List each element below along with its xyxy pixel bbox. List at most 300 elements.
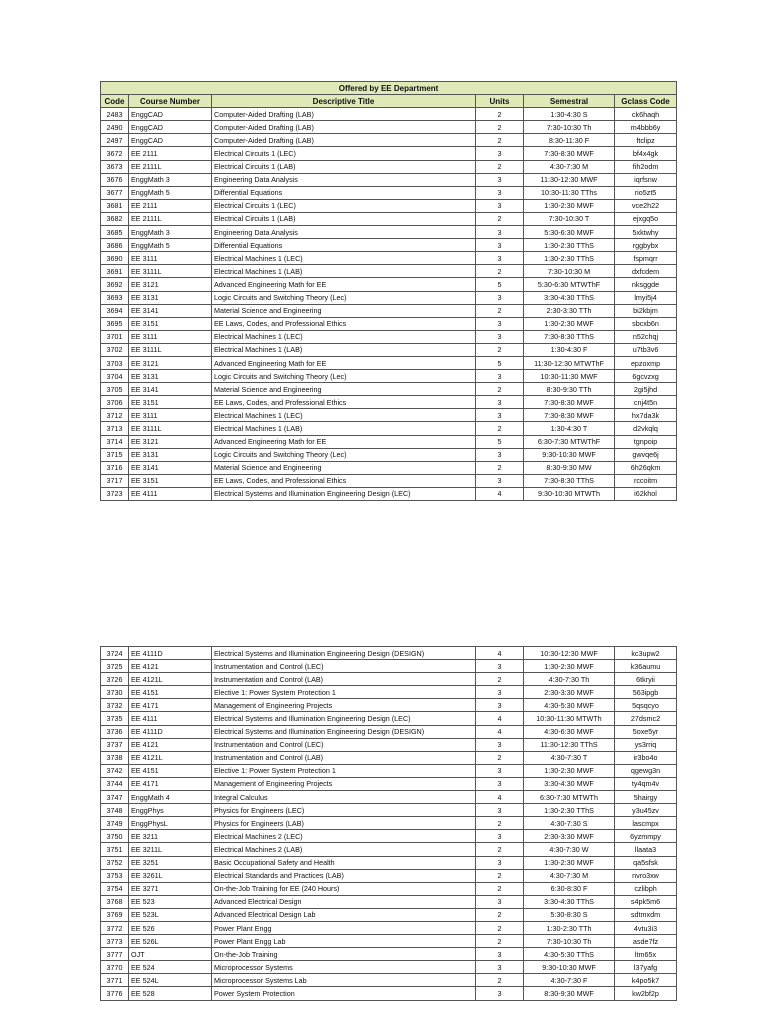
table-row bbox=[101, 869, 677, 882]
gclass-code-cell: rggbybx bbox=[615, 239, 677, 252]
table-row bbox=[101, 226, 677, 239]
title-cell: Management of Engineering Projects bbox=[212, 777, 476, 790]
title-cell: Electrical Circuits 1 (LAB) bbox=[212, 212, 476, 225]
units-cell: 4 bbox=[476, 647, 524, 660]
title-cell: Electrical Machines 1 (LAB) bbox=[212, 422, 476, 435]
schedule-table-top bbox=[100, 81, 677, 501]
code-cell: 3768 bbox=[101, 895, 129, 908]
course-number-cell: EnggMath 5 bbox=[129, 186, 212, 199]
semestral-cell: 1:30-2:30 TTh bbox=[524, 921, 615, 934]
course-number-cell: EE 3141 bbox=[129, 304, 212, 317]
table-row bbox=[101, 948, 677, 961]
title-cell: Electrical Circuits 1 (LEC) bbox=[212, 147, 476, 160]
code-cell: 3682 bbox=[101, 212, 129, 225]
gclass-code-cell: 2gi5jhd bbox=[615, 383, 677, 396]
code-cell: 3776 bbox=[101, 987, 129, 1000]
title-cell: EE Laws, Codes, and Professional Ethics bbox=[212, 474, 476, 487]
table-row bbox=[101, 108, 677, 121]
title-cell: Electrical Machines 1 (LAB) bbox=[212, 343, 476, 356]
gclass-code-cell: 27dsmc2 bbox=[615, 712, 677, 725]
units-cell: 2 bbox=[476, 843, 524, 856]
table-row bbox=[101, 817, 677, 830]
header-semestral: Semestral bbox=[524, 95, 615, 108]
course-number-cell: EE 3141 bbox=[129, 461, 212, 474]
gclass-code-cell: 5xktwhy bbox=[615, 226, 677, 239]
units-cell: 4 bbox=[476, 725, 524, 738]
units-cell: 2 bbox=[476, 882, 524, 895]
semestral-cell: 4:30-7:30 T bbox=[524, 751, 615, 764]
table-row bbox=[101, 987, 677, 1000]
table-row bbox=[101, 660, 677, 673]
title-cell: Material Science and Engineering bbox=[212, 383, 476, 396]
code-cell: 3681 bbox=[101, 199, 129, 212]
title-cell: Electrical Machines 2 (LAB) bbox=[212, 843, 476, 856]
title-cell: Management of Engineering Projects bbox=[212, 699, 476, 712]
semestral-cell: 4:30-5:30 MWF bbox=[524, 699, 615, 712]
code-cell: 3770 bbox=[101, 961, 129, 974]
table-row bbox=[101, 843, 677, 856]
code-cell: 3691 bbox=[101, 265, 129, 278]
course-number-cell: EE 3111L bbox=[129, 422, 212, 435]
units-cell: 3 bbox=[476, 199, 524, 212]
semestral-cell: 7:30-8:30 MWF bbox=[524, 147, 615, 160]
semestral-cell: 4:30-7:30 M bbox=[524, 869, 615, 882]
gclass-code-cell: tgnpoip bbox=[615, 435, 677, 448]
title-cell: Computer-Aided Drafting (LAB) bbox=[212, 121, 476, 134]
gclass-code-cell: l37yafg bbox=[615, 961, 677, 974]
semestral-cell: 1:30-2:30 TThS bbox=[524, 252, 615, 265]
code-cell: 3748 bbox=[101, 804, 129, 817]
table-row bbox=[101, 409, 677, 422]
code-cell: 3750 bbox=[101, 830, 129, 843]
course-number-cell: EE 3121 bbox=[129, 435, 212, 448]
gclass-code-cell: 4vtu3i3 bbox=[615, 921, 677, 934]
table-row bbox=[101, 134, 677, 147]
semestral-cell: 8:30-9:30 MW bbox=[524, 461, 615, 474]
course-number-cell: EE 528 bbox=[129, 987, 212, 1000]
title-cell: Material Science and Engineering bbox=[212, 304, 476, 317]
gclass-code-cell: qgewg3n bbox=[615, 764, 677, 777]
code-cell: 3753 bbox=[101, 869, 129, 882]
gclass-code-cell: nvro3xw bbox=[615, 869, 677, 882]
semestral-cell: 7:30-10:30 Th bbox=[524, 121, 615, 134]
table-row bbox=[101, 895, 677, 908]
code-cell: 3676 bbox=[101, 173, 129, 186]
gclass-code-cell: k4po5k7 bbox=[615, 974, 677, 987]
semestral-cell: 4:30-5:30 TThS bbox=[524, 948, 615, 961]
units-cell: 2 bbox=[476, 422, 524, 435]
course-number-cell: EE 3151 bbox=[129, 474, 212, 487]
semestral-cell: 1:30-2:30 TThS bbox=[524, 804, 615, 817]
units-cell: 4 bbox=[476, 712, 524, 725]
gclass-code-cell: ty4qm4v bbox=[615, 777, 677, 790]
course-number-cell: EE 523L bbox=[129, 908, 212, 921]
title-cell: Power System Protection bbox=[212, 987, 476, 1000]
units-cell: 2 bbox=[476, 212, 524, 225]
course-number-cell: EE 3131 bbox=[129, 291, 212, 304]
course-number-cell: EnggMath 3 bbox=[129, 226, 212, 239]
gclass-code-cell: dxfcdem bbox=[615, 265, 677, 278]
title-cell: Advanced Engineering Math for EE bbox=[212, 356, 476, 369]
course-number-cell: EE 3141 bbox=[129, 383, 212, 396]
title-cell: Logic Circuits and Switching Theory (Lec) bbox=[212, 448, 476, 461]
title-cell: Power Plant Engg Lab bbox=[212, 935, 476, 948]
course-number-cell: EE 4171 bbox=[129, 699, 212, 712]
course-number-cell: EnggPhysL bbox=[129, 817, 212, 830]
table-row bbox=[101, 935, 677, 948]
course-number-cell: EE 4121L bbox=[129, 751, 212, 764]
code-cell: 3751 bbox=[101, 843, 129, 856]
course-number-cell: EE 4111 bbox=[129, 712, 212, 725]
title-cell: Electrical Systems and Illumination Engineering Design (LEC) bbox=[212, 487, 476, 500]
units-cell: 5 bbox=[476, 356, 524, 369]
code-cell: 3771 bbox=[101, 974, 129, 987]
table-row bbox=[101, 712, 677, 725]
title-cell: Power Plant Engg bbox=[212, 921, 476, 934]
units-cell: 3 bbox=[476, 370, 524, 383]
units-cell: 3 bbox=[476, 895, 524, 908]
title-cell: Electrical Circuits 1 (LAB) bbox=[212, 160, 476, 173]
course-number-cell: EE 3111L bbox=[129, 265, 212, 278]
course-number-cell: EE 4151 bbox=[129, 764, 212, 777]
code-cell: 3714 bbox=[101, 435, 129, 448]
gclass-code-cell: czlibph bbox=[615, 882, 677, 895]
table-row bbox=[101, 974, 677, 987]
course-number-cell: EE 524L bbox=[129, 974, 212, 987]
course-number-cell: EE 3111 bbox=[129, 409, 212, 422]
gclass-code-cell: ftclipz bbox=[615, 134, 677, 147]
semestral-cell: 1:30-2:30 MWF bbox=[524, 317, 615, 330]
course-number-cell: EE 4121 bbox=[129, 738, 212, 751]
code-cell: 3712 bbox=[101, 409, 129, 422]
table-row bbox=[101, 738, 677, 751]
table-row bbox=[101, 239, 677, 252]
gclass-code-cell: ir3bo4o bbox=[615, 751, 677, 764]
gclass-code-cell: rccoitm bbox=[615, 474, 677, 487]
semestral-cell: 4:30-7:30 Th bbox=[524, 673, 615, 686]
course-number-cell: EE 3251 bbox=[129, 856, 212, 869]
code-cell: 3677 bbox=[101, 186, 129, 199]
table-row bbox=[101, 370, 677, 383]
gclass-code-cell: rio5zt5 bbox=[615, 186, 677, 199]
course-number-cell: EE 3151 bbox=[129, 396, 212, 409]
gclass-code-cell: 6yzmmpy bbox=[615, 830, 677, 843]
semestral-cell: 5:30-6:30 MWF bbox=[524, 226, 615, 239]
units-cell: 3 bbox=[476, 409, 524, 422]
title-cell: Electrical Circuits 1 (LEC) bbox=[212, 199, 476, 212]
code-cell: 3716 bbox=[101, 461, 129, 474]
units-cell: 2 bbox=[476, 974, 524, 987]
semestral-cell: 4:30-7:30 S bbox=[524, 817, 615, 830]
units-cell: 2 bbox=[476, 343, 524, 356]
header-gclass-code: Gclass Code bbox=[615, 95, 677, 108]
units-cell: 4 bbox=[476, 487, 524, 500]
course-number-cell: EE 524 bbox=[129, 961, 212, 974]
title-cell: Computer-Aided Drafting (LAB) bbox=[212, 108, 476, 121]
title-cell: Microprocessor Systems bbox=[212, 961, 476, 974]
course-number-cell: EE 3131 bbox=[129, 370, 212, 383]
units-cell: 3 bbox=[476, 961, 524, 974]
semestral-cell: 8:30-11:30 F bbox=[524, 134, 615, 147]
title-cell: Instrumentation and Control (LEC) bbox=[212, 660, 476, 673]
title-cell: Elective 1: Power System Protection 1 bbox=[212, 686, 476, 699]
code-cell: 3744 bbox=[101, 777, 129, 790]
gclass-code-cell: kw2bf2p bbox=[615, 987, 677, 1000]
semestral-cell: 11:30-12:30 MWF bbox=[524, 173, 615, 186]
title-cell: Logic Circuits and Switching Theory (Lec) bbox=[212, 370, 476, 383]
course-number-cell: EE 4121 bbox=[129, 660, 212, 673]
gclass-code-cell: ck6haqh bbox=[615, 108, 677, 121]
units-cell: 3 bbox=[476, 330, 524, 343]
table-row bbox=[101, 961, 677, 974]
gclass-code-cell: sbcxb6n bbox=[615, 317, 677, 330]
gclass-code-cell: vce2h22 bbox=[615, 199, 677, 212]
code-cell: 3692 bbox=[101, 278, 129, 291]
title-cell: Advanced Engineering Math for EE bbox=[212, 435, 476, 448]
units-cell: 2 bbox=[476, 908, 524, 921]
table-row bbox=[101, 173, 677, 186]
gclass-code-cell: lascmpx bbox=[615, 817, 677, 830]
title-cell: Electrical Systems and Illumination Engineering Design (LEC) bbox=[212, 712, 476, 725]
header-code: Code bbox=[101, 95, 129, 108]
title-cell: Instrumentation and Control (LEC) bbox=[212, 738, 476, 751]
units-cell: 2 bbox=[476, 134, 524, 147]
code-cell: 3706 bbox=[101, 396, 129, 409]
code-cell: 3742 bbox=[101, 764, 129, 777]
table-row bbox=[101, 830, 677, 843]
semestral-cell: 3:30-4:30 TThS bbox=[524, 291, 615, 304]
code-cell: 3672 bbox=[101, 147, 129, 160]
code-cell: 3726 bbox=[101, 673, 129, 686]
course-number-cell: EE 3261L bbox=[129, 869, 212, 882]
semestral-cell: 7:30-10:30 M bbox=[524, 265, 615, 278]
table-row bbox=[101, 265, 677, 278]
course-number-cell: EE 3111 bbox=[129, 252, 212, 265]
table-row bbox=[101, 699, 677, 712]
table-row bbox=[101, 317, 677, 330]
code-cell: 3737 bbox=[101, 738, 129, 751]
code-cell: 3694 bbox=[101, 304, 129, 317]
course-number-cell: EE 3271 bbox=[129, 882, 212, 895]
units-cell: 3 bbox=[476, 804, 524, 817]
gclass-code-cell: 6h26qkm bbox=[615, 461, 677, 474]
code-cell: 3773 bbox=[101, 935, 129, 948]
title-cell: Electrical Systems and Illumination Engineering Design (DESIGN) bbox=[212, 725, 476, 738]
semestral-cell: 3:30-4:30 MWF bbox=[524, 777, 615, 790]
table-banner: Offered by EE Department bbox=[101, 82, 677, 95]
semestral-cell: 7:30-8:30 MWF bbox=[524, 409, 615, 422]
semestral-cell: 9:30-10:30 MTWTh bbox=[524, 487, 615, 500]
gclass-code-cell: cnj4t5n bbox=[615, 396, 677, 409]
units-cell: 2 bbox=[476, 461, 524, 474]
gclass-code-cell: fih2odm bbox=[615, 160, 677, 173]
code-cell: 3772 bbox=[101, 921, 129, 934]
semestral-cell: 1:30-4:30 T bbox=[524, 422, 615, 435]
course-number-cell: EE 4111D bbox=[129, 725, 212, 738]
title-cell: Instrumentation and Control (LAB) bbox=[212, 751, 476, 764]
course-number-cell: EE 526 bbox=[129, 921, 212, 934]
code-cell: 3752 bbox=[101, 856, 129, 869]
course-number-cell: EE 3151 bbox=[129, 317, 212, 330]
semestral-cell: 5:30-8:30 S bbox=[524, 908, 615, 921]
semestral-cell: 6:30-7:30 MTWTh bbox=[524, 791, 615, 804]
gclass-code-cell: fspmqrr bbox=[615, 252, 677, 265]
gclass-code-cell: iqrfsnw bbox=[615, 173, 677, 186]
title-cell: Computer-Aided Drafting (LAB) bbox=[212, 134, 476, 147]
units-cell: 3 bbox=[476, 660, 524, 673]
code-cell: 3736 bbox=[101, 725, 129, 738]
code-cell: 3713 bbox=[101, 422, 129, 435]
table-row bbox=[101, 791, 677, 804]
code-cell: 3685 bbox=[101, 226, 129, 239]
semestral-cell: 1:30-2:30 MWF bbox=[524, 199, 615, 212]
gclass-code-cell: sdtmxdm bbox=[615, 908, 677, 921]
table-row bbox=[101, 147, 677, 160]
title-cell: Engineering Data Analysis bbox=[212, 173, 476, 186]
title-cell: Physics for Engineers (LEC) bbox=[212, 804, 476, 817]
code-cell: 3754 bbox=[101, 882, 129, 895]
units-cell: 3 bbox=[476, 699, 524, 712]
units-cell: 3 bbox=[476, 291, 524, 304]
table-row bbox=[101, 856, 677, 869]
semestral-cell: 2:30-3:30 MWF bbox=[524, 830, 615, 843]
units-cell: 3 bbox=[476, 147, 524, 160]
table-row bbox=[101, 160, 677, 173]
semestral-cell: 9:30-10:30 MWF bbox=[524, 961, 615, 974]
gclass-code-cell: asde7fz bbox=[615, 935, 677, 948]
course-number-cell: EE 3211 bbox=[129, 830, 212, 843]
course-number-cell: OJT bbox=[129, 948, 212, 961]
units-cell: 3 bbox=[476, 252, 524, 265]
semestral-cell: 4:30-6:30 MWF bbox=[524, 725, 615, 738]
code-cell: 3735 bbox=[101, 712, 129, 725]
title-cell: EE Laws, Codes, and Professional Ethics bbox=[212, 396, 476, 409]
semestral-cell: 2:30-3:30 MWF bbox=[524, 686, 615, 699]
course-number-cell: EnggPhys bbox=[129, 804, 212, 817]
course-number-cell: EE 3131 bbox=[129, 448, 212, 461]
semestral-cell: 6:30-8:30 F bbox=[524, 882, 615, 895]
units-cell: 3 bbox=[476, 686, 524, 699]
title-cell: Advanced Electrical Design Lab bbox=[212, 908, 476, 921]
header-course-number: Course Number bbox=[129, 95, 212, 108]
course-number-cell: EE 3211L bbox=[129, 843, 212, 856]
title-cell: Microprocessor Systems Lab bbox=[212, 974, 476, 987]
semestral-cell: 7:30-8:30 MWF bbox=[524, 396, 615, 409]
title-cell: Advanced Engineering Math for EE bbox=[212, 278, 476, 291]
title-cell: Elective 1: Power System Protection 1 bbox=[212, 764, 476, 777]
semestral-cell: 10:30-11:30 TThs bbox=[524, 186, 615, 199]
title-cell: On-the-Job Training for EE (240 Hours) bbox=[212, 882, 476, 895]
table-row bbox=[101, 804, 677, 817]
table-row bbox=[101, 291, 677, 304]
title-cell: Electrical Systems and Illumination Engineering Design (DESIGN) bbox=[212, 647, 476, 660]
course-number-cell: EE 2111L bbox=[129, 160, 212, 173]
code-cell: 3715 bbox=[101, 448, 129, 461]
semestral-cell: 7:30-10:30 Th bbox=[524, 935, 615, 948]
gclass-code-cell: 5oxe5yr bbox=[615, 725, 677, 738]
gclass-code-cell: hx7da3k bbox=[615, 409, 677, 422]
units-cell: 3 bbox=[476, 396, 524, 409]
table-row bbox=[101, 186, 677, 199]
table-row bbox=[101, 921, 677, 934]
table-row bbox=[101, 383, 677, 396]
code-cell: 3701 bbox=[101, 330, 129, 343]
title-cell: Basic Occupational Safety and Health bbox=[212, 856, 476, 869]
title-cell: Differential Equations bbox=[212, 239, 476, 252]
semestral-cell: 8:30-9:30 TTh bbox=[524, 383, 615, 396]
code-cell: 2497 bbox=[101, 134, 129, 147]
title-cell: Differential Equations bbox=[212, 186, 476, 199]
semestral-cell: 1:30-2:30 MWF bbox=[524, 856, 615, 869]
semestral-cell: 3:30-4:30 TThS bbox=[524, 895, 615, 908]
code-cell: 3686 bbox=[101, 239, 129, 252]
gclass-code-cell: d2vkqlq bbox=[615, 422, 677, 435]
units-cell: 3 bbox=[476, 764, 524, 777]
title-cell: Physics for Engineers (LAB) bbox=[212, 817, 476, 830]
course-number-cell: EnggMath 5 bbox=[129, 239, 212, 252]
table-row bbox=[101, 343, 677, 356]
table-row bbox=[101, 673, 677, 686]
semestral-cell: 1:30-2:30 MWF bbox=[524, 660, 615, 673]
units-cell: 2 bbox=[476, 383, 524, 396]
semestral-cell: 2:30-3:30 TTh bbox=[524, 304, 615, 317]
units-cell: 3 bbox=[476, 317, 524, 330]
table-row bbox=[101, 396, 677, 409]
gclass-code-cell: ejxgq5o bbox=[615, 212, 677, 225]
semestral-cell: 5:30-6:30 MTWThF bbox=[524, 278, 615, 291]
title-cell: Logic Circuits and Switching Theory (Lec) bbox=[212, 291, 476, 304]
table-row bbox=[101, 908, 677, 921]
semestral-cell: 1:30-4:30 S bbox=[524, 108, 615, 121]
semestral-cell: 11:30-12:30 MTWThF bbox=[524, 356, 615, 369]
title-cell: Electrical Machines 2 (LEC) bbox=[212, 830, 476, 843]
gclass-code-cell: k36aumu bbox=[615, 660, 677, 673]
code-cell: 3777 bbox=[101, 948, 129, 961]
semestral-cell: 1:30-4:30 F bbox=[524, 343, 615, 356]
units-cell: 3 bbox=[476, 948, 524, 961]
course-number-cell: EE 2111 bbox=[129, 199, 212, 212]
table-row bbox=[101, 212, 677, 225]
title-cell: Integral Calculus bbox=[212, 791, 476, 804]
semestral-cell: 10:30-11:30 MTWTh bbox=[524, 712, 615, 725]
code-cell: 3725 bbox=[101, 660, 129, 673]
title-cell: Advanced Electrical Design bbox=[212, 895, 476, 908]
code-cell: 3732 bbox=[101, 699, 129, 712]
title-cell: Engineering Data Analysis bbox=[212, 226, 476, 239]
gclass-code-cell: llaata3 bbox=[615, 843, 677, 856]
semestral-cell: 10:30-11:30 MWF bbox=[524, 370, 615, 383]
course-number-cell: EnggCAD bbox=[129, 108, 212, 121]
semestral-cell: 1:30-2:30 MWF bbox=[524, 764, 615, 777]
course-number-cell: EE 4121L bbox=[129, 673, 212, 686]
units-cell: 2 bbox=[476, 921, 524, 934]
gclass-code-cell: kc3upw2 bbox=[615, 647, 677, 660]
gclass-code-cell: u7tb3v6 bbox=[615, 343, 677, 356]
units-cell: 3 bbox=[476, 830, 524, 843]
semestral-cell: 7:30-8:30 TThS bbox=[524, 330, 615, 343]
schedule-table-bottom bbox=[100, 646, 677, 1001]
code-cell: 3704 bbox=[101, 370, 129, 383]
code-cell: 3717 bbox=[101, 474, 129, 487]
gclass-code-cell: ltm65x bbox=[615, 948, 677, 961]
gclass-code-cell: qa5sfsk bbox=[615, 856, 677, 869]
units-cell: 2 bbox=[476, 673, 524, 686]
table-row bbox=[101, 751, 677, 764]
course-number-cell: EnggCAD bbox=[129, 134, 212, 147]
course-number-cell: EE 4151 bbox=[129, 686, 212, 699]
gclass-code-cell: ys3rriq bbox=[615, 738, 677, 751]
course-number-cell: EE 3111L bbox=[129, 343, 212, 356]
